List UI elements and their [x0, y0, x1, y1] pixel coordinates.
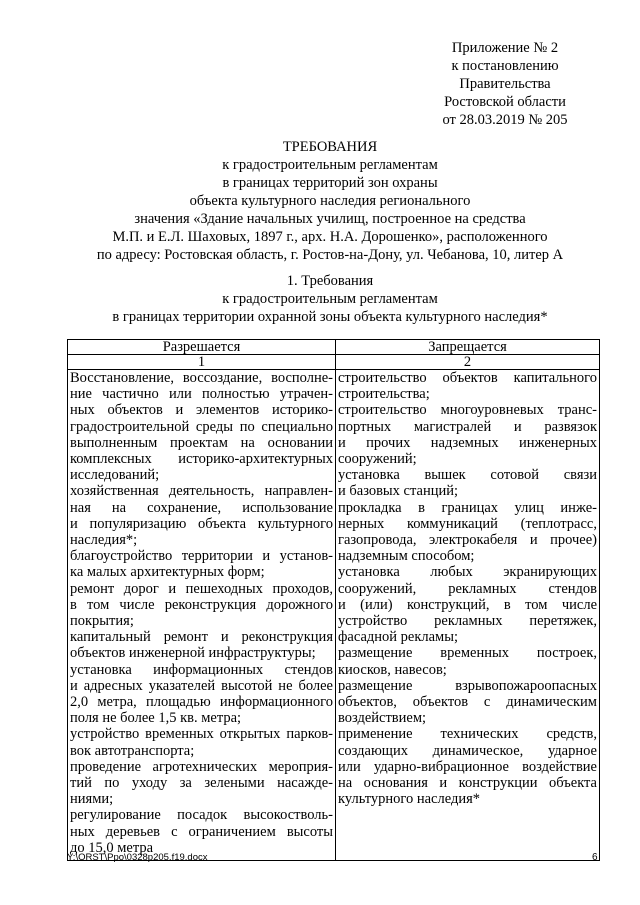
forbidden-line: портных магистралей и развязок [338, 418, 597, 435]
allowed-line: и популяризацию объекта культурного [70, 515, 333, 532]
allowed-line: ремонт дорог и пешеходных проходов, [70, 580, 333, 597]
forbidden-line: надземным способом; [338, 548, 475, 565]
allowed-line: тий по уходу за зелеными насажде- [70, 775, 333, 792]
title-line: М.П. и Е.Л. Шаховых, 1897 г., арх. Н.А. Дорошенко», расположенного [112, 229, 548, 245]
section-line: к градостроительным регламентам [222, 291, 438, 307]
allowed-line: и адресных указателей высотой не более [70, 677, 333, 694]
appendix-line: к постановлению [451, 58, 559, 74]
forbidden-line: создающих динамическое, ударное [338, 742, 597, 759]
forbidden-cell [336, 370, 600, 861]
forbidden-line: и базовых станций; [338, 483, 459, 500]
forbidden-line: нерных коммуникаций (теплотрасс, [338, 515, 597, 532]
forbidden-line: фасадной рекламы; [338, 629, 459, 646]
allowed-line: устройство временных открытых парков- [70, 726, 333, 743]
document-title [60, 138, 600, 264]
requirements-table [67, 339, 600, 861]
header-forbidden: Запрещается [336, 340, 600, 355]
allowed-line: хозяйственная деятельность, направлен- [70, 483, 333, 500]
allowed-line: капитальный ремонт и реконструкция [70, 629, 333, 646]
allowed-line: ние частично или полностью утрачен- [70, 386, 333, 403]
forbidden-line: или ударно-вибрационное воздействие [338, 758, 597, 775]
forbidden-line: строительства; [338, 386, 430, 403]
forbidden-line: размещение взрывопожароопасных [338, 677, 597, 694]
allowed-list [70, 370, 333, 856]
allowed-line: 2,0 метра, площадью информационного [70, 694, 333, 711]
forbidden-list [338, 370, 597, 807]
title-line: значения «Здание начальных училищ, построенное на средства [134, 211, 526, 227]
allowed-line: благоустройство территории и установ- [70, 548, 333, 565]
title-line: объекта культурного наследия регионального [189, 193, 471, 209]
forbidden-line: установка вышек сотовой связи [338, 467, 597, 484]
title-line: в границах территорий зон охраны [222, 175, 438, 191]
forbidden-line: применение технических средств, [338, 726, 597, 743]
allowed-line: исследований; [70, 467, 160, 484]
allowed-line: комплексных историко-архитектурных [70, 451, 333, 468]
allowed-line: ная на сохранение, использование [70, 499, 333, 516]
table-row [68, 370, 600, 861]
column-number-2: 2 [336, 355, 600, 370]
forbidden-line: и прочих надземных инженерных [338, 434, 597, 451]
forbidden-line: на основания и конструкции объекта [338, 775, 597, 792]
allowed-line: градостроительной среды по специально [70, 418, 333, 435]
allowed-line: регулирование посадок высокостволь- [70, 807, 333, 824]
forbidden-line: строительство многоуровневых транс- [338, 402, 597, 419]
table-number-row [68, 355, 600, 370]
section-line: в границах территории охранной зоны объекта культурного наследия* [112, 309, 548, 325]
column-number-1: 1 [68, 355, 336, 370]
allowed-line: Восстановление, воссоздание, восполне- [70, 370, 333, 386]
allowed-line: ка малых архитектурных форм; [70, 564, 265, 581]
appendix-block [420, 39, 590, 129]
forbidden-line: киосков, навесов; [338, 661, 447, 678]
forbidden-line: газопровода, электрокабеля и прочее) [338, 532, 597, 549]
allowed-line: наследия*; [70, 532, 138, 549]
allowed-line: установка информационных стендов [70, 661, 333, 678]
allowed-line: выполненным проектам на основании [70, 434, 333, 451]
forbidden-line: и (или) конструкций, в том числе [338, 596, 597, 613]
forbidden-line: устройство рекламных перетяжек, [338, 613, 597, 630]
title-line: к градостроительным регламентам [222, 157, 438, 173]
allowed-line: ных деревьев с ограничением высоты [70, 823, 333, 840]
section-line: 1. Требования [286, 273, 374, 289]
allowed-line: проведение агротехнических мероприя- [70, 758, 333, 775]
allowed-line: до 15,0 метра [70, 839, 154, 856]
appendix-line: Правительства [459, 76, 551, 92]
forbidden-line: сооружений, рекламных стендов [338, 580, 597, 597]
allowed-line: ных объектов и элементов историко- [70, 402, 333, 419]
allowed-line: покрытия; [70, 613, 134, 630]
forbidden-line: строительство объектов капитального [338, 370, 597, 386]
footer-file-path: Y:\ORST\Ppo\0328p205.f19.docx [67, 852, 208, 863]
allowed-line: вок автотранспорта; [70, 742, 195, 759]
allowed-cell [68, 370, 336, 861]
appendix-line: от 28.03.2019 № 205 [442, 112, 568, 128]
appendix-line: Приложение № 2 [451, 40, 559, 56]
appendix-line: Ростовской области [444, 94, 566, 110]
allowed-line: поля не более 1,5 кв. метра; [70, 710, 242, 727]
forbidden-line: размещение временных построек, [338, 645, 597, 662]
forbidden-line: воздействием; [338, 710, 427, 727]
allowed-line: объектов инженерной инфраструктуры; [70, 645, 316, 662]
title-heading: ТРЕБОВАНИЯ [282, 139, 378, 155]
section-heading [60, 272, 600, 326]
allowed-line: в том числе реконструкция дорожного [70, 596, 333, 613]
forbidden-line: сооружений; [338, 451, 417, 468]
forbidden-line: объектов, объектов с динамическим [338, 694, 597, 711]
title-line: по адресу: Ростовская область, г. Ростов-на-Дону, ул. Чебанова, 10, литер А [96, 247, 564, 263]
page-number: 6 [592, 852, 598, 863]
forbidden-line: установка любых экранирующих [338, 564, 597, 581]
header-allowed: Разрешается [68, 340, 336, 355]
table-header-row [68, 340, 600, 355]
allowed-line: ниями; [70, 791, 114, 808]
forbidden-line: культурного наследия* [338, 791, 481, 808]
forbidden-line: прокладка в границах улиц инже- [338, 499, 597, 516]
